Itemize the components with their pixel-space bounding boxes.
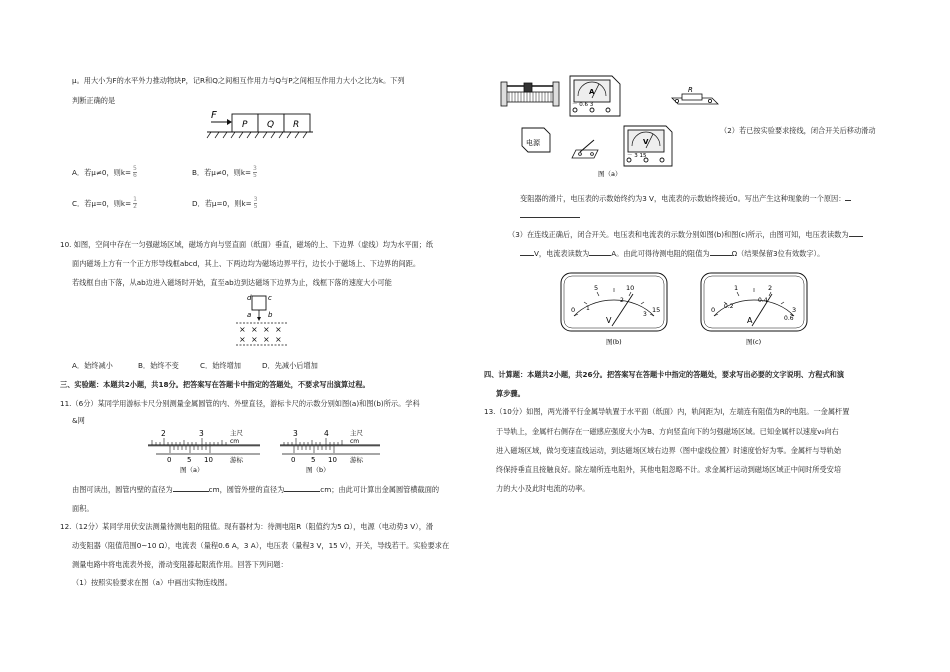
svg-text:×: × xyxy=(251,335,258,344)
q12-line1: 12.（12分）某同学用伏安法测量待测电阻的阻值。现有器材为：待测电阻R（阻值约为5 Ω），电源（电动势3 V），滑 xyxy=(60,522,434,531)
caliper-a-vernier-ticks xyxy=(170,446,210,453)
ground-hatch xyxy=(207,132,307,138)
apparatus-figure xyxy=(500,70,725,180)
q9-intro-line1: μ。用大小为F的水平外力推动物块P，记R和Q之间相互作用力与Q与P之间相互作用力大小之比为k。下列 xyxy=(72,76,405,85)
q12-sub2-line1: （2）若已按实验要求接线，闭合开关后移动滑动 xyxy=(720,126,876,135)
q12-sub2-line2: 变阻器的滑片，电压表的示数始终约为3 V，电流表的示数始终接近0。写出产生这种现象的一个原因： xyxy=(520,194,851,203)
section3-title: 三、实验题：本题共2小题，共18分。把答案写在答题卡中指定的答题处，不要求写出演算过程。 xyxy=(60,380,370,389)
ammeter xyxy=(570,76,620,116)
field-crosses xyxy=(239,325,282,344)
section4-title-line2: 算步骤。 xyxy=(496,389,525,398)
voltmeter-symbol: V xyxy=(643,138,649,146)
svg-text:主尺: 主尺 xyxy=(350,429,363,437)
svg-text:×: × xyxy=(275,335,282,344)
ammeter-label-3: 3 xyxy=(792,306,797,314)
q12-sub1: （1）按照实验要求在图（a）中画出实物连线图。 xyxy=(72,578,232,587)
svg-text:5: 5 xyxy=(187,456,192,464)
ammeter-label-2: 2 xyxy=(768,284,773,292)
voltmeter-inner-2: 2 xyxy=(620,297,624,304)
voltmeter-label-0: 0 xyxy=(571,306,576,314)
label-c: c xyxy=(268,294,272,302)
voltmeter-label-10: 10 xyxy=(626,284,635,292)
blank-voltage-part2[interactable] xyxy=(520,255,534,256)
caliper-a-main-2: 2 xyxy=(161,429,166,438)
svg-text:0: 0 xyxy=(291,456,296,464)
blank-voltage-part1[interactable] xyxy=(849,236,863,237)
label-b: b xyxy=(268,311,273,319)
q11-line2: &网 xyxy=(72,416,85,425)
voltmeter-label-5: 5 xyxy=(594,284,599,292)
figure-c-caption: 图(c) xyxy=(746,338,762,346)
svg-text:10: 10 xyxy=(204,456,213,464)
q11-line1: 11.（6分）某同学用游标卡尺分别测量金属圆管的内、外壁直径，游标卡尺的示数分别如图(a)和图(b)所示。学科 xyxy=(60,399,420,408)
svg-text:×: × xyxy=(263,325,270,334)
svg-text:游标: 游标 xyxy=(350,456,363,464)
q13-line3: 进入磁场区域，做匀变速直线运动，到达磁场区域右边界（图中虚线位置）时速度恰好为零。金属杆与导轨始 xyxy=(496,446,842,455)
q9-option-a: A．若μ≠0，则k= $\frac{5}{6}$ xyxy=(72,165,137,180)
voltmeter xyxy=(624,126,672,166)
caliper-b-figure xyxy=(280,427,400,477)
force-arrow-head xyxy=(227,119,232,125)
q10-option-d: D．先减小后增加 xyxy=(262,361,318,370)
svg-text:×: × xyxy=(239,325,246,334)
magnetic-field-figure xyxy=(232,290,292,350)
label-a: a xyxy=(247,311,252,319)
rheostat xyxy=(501,82,559,106)
caliper-b-vernier-ticks xyxy=(294,446,334,453)
q11-answer-line: 由图可读出，圆管内壁的直径为 cm，圆管外壁的直径为 cm；由此可计算出金属圆管横截面的 xyxy=(72,485,440,494)
frac-d: $\frac{3}{5}$ xyxy=(253,196,258,211)
section4-title-line1: 四、计算题：本题共2小题，共26分。把答案写在答题卡中指定的答题处，要求写出必要的文字说明、方程式和演 xyxy=(484,370,845,379)
ammeter-symbol: A xyxy=(589,88,595,96)
q12-line2: 动变阻器（阻值范围0~10 Ω），电流表（量程0.6 A，3 A），电压表（量程3 V，15 V），开关，导线若干。实验要求在 xyxy=(72,541,450,550)
q10-line2: 面内磁场上方有一个正方形导线框abcd，其上、下两边均为磁场边界平行，边长小于磁场上、下边界的间距。 xyxy=(72,259,421,268)
voltmeter-terminals: － 3 15 xyxy=(627,153,647,159)
svg-text:×: × xyxy=(263,335,270,344)
caliper-b-main-ticks xyxy=(284,438,342,445)
resistor-r xyxy=(672,94,718,104)
wire-frame xyxy=(252,296,266,310)
caliper-a-caption: 图（a） xyxy=(180,466,204,474)
voltmeter-inner-1: 1 xyxy=(586,305,590,312)
q10-line1: 10. 如图，空间中存在一匀强磁场区域，磁场方向与竖直面（纸面）垂直，磁场的上、下边界（虚线）均为水平面；纸 xyxy=(60,240,434,249)
q12-sub3-line1: （3）在连线正确后，闭合开关。电压表和电流表的示数分别如图(b)和图(c)所示，由图可知，电压表读数为 xyxy=(508,230,863,239)
blank-inner-diameter[interactable] xyxy=(173,491,209,492)
caliper-a-main-3: 3 xyxy=(199,429,204,438)
label-d: d xyxy=(247,294,252,302)
q10-option-b: B．始终不变 xyxy=(138,361,179,370)
caliper-a-main-label: 主尺 xyxy=(230,429,243,437)
q9-option-b: B．若μ≠0，则k= $\frac{3}{5}$ xyxy=(192,165,257,180)
voltmeter-label-15: 15 xyxy=(652,306,661,314)
ammeter-dial-figure xyxy=(700,272,810,347)
q12-sub3-line2: V，电流表读数为 A。由此可得待测电阻的阻值为 Ω（结果保留3位有效数字）。 xyxy=(520,249,824,258)
q10-line3: 若线框自由下落，从ab边进入磁场时开始，直至ab边到达磁场下边界为止，线框下落的速度大小可能 xyxy=(72,278,392,287)
block-p-label: P xyxy=(242,120,248,130)
svg-text:×: × xyxy=(251,325,258,334)
q9-option-d: D．若μ=0，则k= $\frac{3}{5}$ xyxy=(192,196,258,211)
q12-sub2-blank xyxy=(520,211,580,220)
caliper-a-vernier-label: 游标 xyxy=(230,456,243,464)
q10-option-c: C．始终增加 xyxy=(200,361,241,370)
blank-resistance[interactable] xyxy=(710,255,732,256)
voltmeter-dial-symbol: V xyxy=(606,316,612,325)
q13-line1: 13.（10分）如图，两光滑平行金属导轨置于水平面（纸面）内，轨间距为l，左端连有阻值为R的电阻。一金属杆置 xyxy=(484,407,850,416)
caliper-a-figure xyxy=(148,427,268,477)
frac-b: $\frac{3}{5}$ xyxy=(253,165,257,180)
frac-a: $\frac{5}{6}$ xyxy=(133,165,137,180)
voltmeter-inner-3: 3 xyxy=(643,311,647,318)
svg-text:3: 3 xyxy=(293,429,298,438)
figure-a-caption: 图（a） xyxy=(598,170,622,178)
q13-line4: 终保持垂直且接触良好。除左端所连电阻外，其他电阻忽略不计。求金属杆运动到磁场区域正中间时所受安培 xyxy=(496,465,842,474)
force-label: F xyxy=(211,110,217,121)
ammeter-inner-0.6: 0.6 xyxy=(784,315,794,322)
caliper-a-main-ticks xyxy=(152,438,226,445)
ammeter-inner-0.4: 0.4 xyxy=(758,297,768,304)
q9-option-c: C．若μ=0，则k= $\frac{1}{2}$ xyxy=(72,196,137,211)
q12-line3: 测量电路中将电流表外接，滑动变阻器起限流作用。回答下列问题： xyxy=(72,560,288,569)
caliper-b-caption: 图（b） xyxy=(306,466,330,474)
svg-text:×: × xyxy=(275,325,282,334)
block-q-label: Q xyxy=(267,120,275,130)
svg-text:10: 10 xyxy=(328,456,337,464)
block-r-label: R xyxy=(293,120,300,130)
ammeter-label-1: 1 xyxy=(734,284,739,292)
resistor-label: R xyxy=(688,86,693,94)
caliper-a-unit: cm xyxy=(230,438,240,445)
q11-answer-line2: 面积。 xyxy=(72,504,94,513)
svg-text:×: × xyxy=(239,335,246,344)
q10-option-a: A．始终减小 xyxy=(72,361,113,370)
svg-text:5: 5 xyxy=(311,456,316,464)
svg-text:4: 4 xyxy=(324,429,329,438)
svg-text:cm: cm xyxy=(350,438,360,445)
ammeter-inner-0.2: 0.2 xyxy=(724,303,734,310)
blank-current[interactable] xyxy=(589,255,611,256)
blocks-figure xyxy=(205,108,315,148)
blank-reason[interactable] xyxy=(520,217,580,218)
figure-b-caption: 图(b) xyxy=(606,338,622,346)
ammeter-dial-symbol: A xyxy=(747,316,753,325)
ammeter-terminals: － 0.6 3 xyxy=(572,102,594,108)
q13-line5: 力的大小及此时电流的功率。 xyxy=(496,484,590,493)
ammeter-label-0: 0 xyxy=(711,306,716,314)
switch xyxy=(572,140,598,158)
q13-line2: 于导轨上，金属杆右侧存在一磁感应强度大小为B、方向竖直向下的匀强磁场区域。已知金属杆以速度v₀向右 xyxy=(496,427,839,436)
svg-text:0: 0 xyxy=(167,456,172,464)
voltmeter-dial-figure xyxy=(560,272,670,347)
blank-outer-diameter[interactable] xyxy=(284,491,320,492)
q9-intro-line2: 判断正确的是 xyxy=(72,96,116,105)
frac-c: $\frac{1}{2}$ xyxy=(133,196,137,211)
battery-label: 电源 xyxy=(526,139,540,147)
